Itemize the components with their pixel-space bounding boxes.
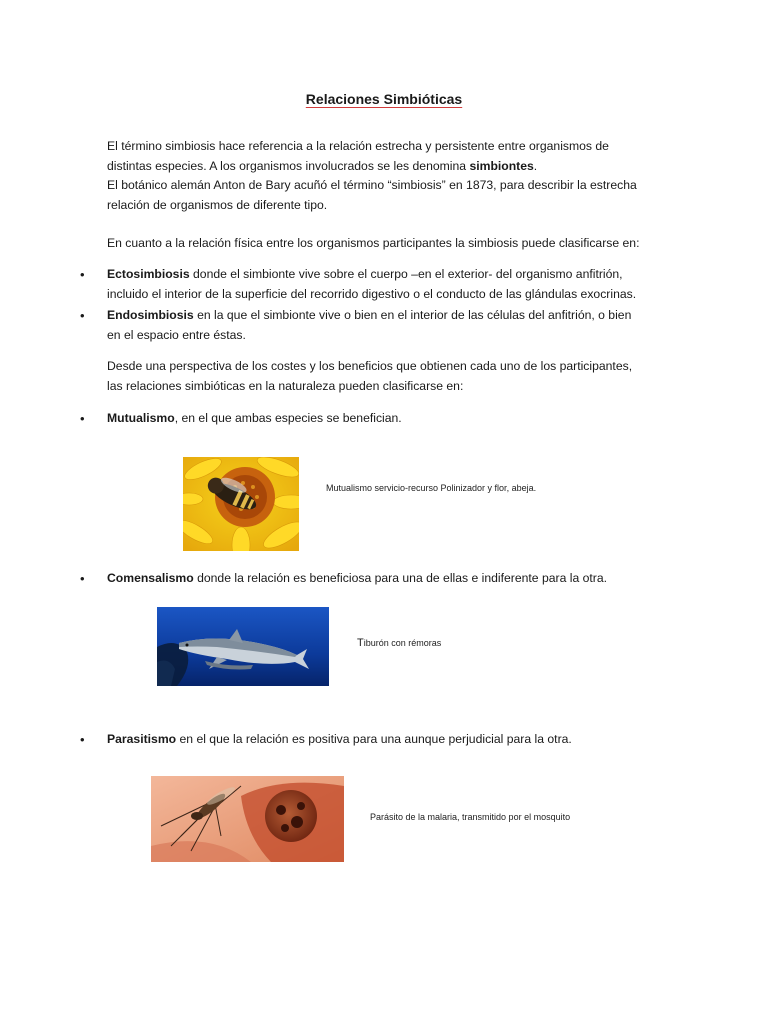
comensalismo-caption [357,637,441,649]
list-item-ectosimbiosis [107,265,677,304]
bee-on-sunflower-image [183,457,299,551]
caption-text: iburón con rémoras [363,638,442,648]
list-item-line [107,730,677,750]
list-item-line [107,569,677,589]
list-item-line [107,409,677,429]
costs-intro-line: Desde una perspectiva de los costes y los beneficios que obtienen cada uno de los participantes, [107,359,633,373]
list-item-line: incluido el interior de la superficie del recorrido digestivo o el conducto de las glándulas exocrinas. [107,286,637,301]
intro-line: relación de organismos de diferente tipo. [107,197,328,212]
physical-intro [107,234,677,254]
intro-paragraph [107,137,677,215]
list-item-mutualismo [107,409,677,429]
intro-line: El botánico alemán Anton de Bary acuñó el término “simbiosis” en 1873, para describir la estrecha [107,178,637,192]
caption-initial: T [357,637,364,649]
list-item-text: en el que la relación es positiva para una aunque perjudicial para la otra. [176,732,572,746]
parasitismo-term: Parasitismo [107,732,177,746]
page-title: Relaciones Simbióticas [305,91,463,107]
bullet-marker: • [80,571,85,586]
list-item-text: donde la relación es beneficiosa para una de ellas e indiferente para la otra. [193,571,608,585]
list-item-text: en la que el simbionte vive o bien en el interior de las células del anfitrión, o bien [193,308,632,322]
intro-text: distintas especies. A los organismos involucrados se les denomina [107,158,470,173]
list-item-line: en el espacio entre éstas. [107,327,246,342]
list-item-line [107,265,677,285]
mutualismo-caption: Mutualismo servicio-recurso Polinizador y flor, abeja. [326,483,537,493]
physical-intro-text: En cuanto a la relación física entre los organismos participantes la simbiosis puede clasificarse en: [107,236,640,250]
list-item-parasitismo [107,730,677,750]
comensalismo-term: Comensalismo [107,571,194,585]
endosimbiosis-term: Endosimbiosis [107,308,194,322]
ectosimbiosis-term: Ectosimbiosis [107,267,190,281]
intro-line [107,157,677,177]
intro-text: . [533,158,538,173]
list-item-endosimbiosis [107,306,677,345]
intro-line: El término simbiosis hace referencia a la relación estrecha y persistente entre organismos de [107,139,609,153]
costs-intro-line: las relaciones simbióticas en la naturaleza pueden clasificarse en: [107,378,464,393]
list-item-line [107,306,677,326]
list-item-text: donde el simbionte vive sobre el cuerpo –en el exterior- del organismo anfitrión, [189,267,623,281]
bullet-marker: • [80,411,85,426]
simbiontes-term: simbiontes [469,158,534,173]
list-item-comensalismo [107,569,677,589]
malaria-mosquito-image [151,776,344,862]
costs-intro [107,357,677,396]
list-item-text: , en el que ambas especies se benefician. [174,411,402,425]
bullet-marker: • [80,308,85,323]
parasitismo-caption: Parásito de la malaria, transmitido por el mosquito [370,812,571,822]
mutualismo-term: Mutualismo [107,411,175,425]
bullet-marker: • [80,267,85,282]
bullet-marker: • [80,732,85,747]
shark-with-remoras-image [157,607,329,686]
